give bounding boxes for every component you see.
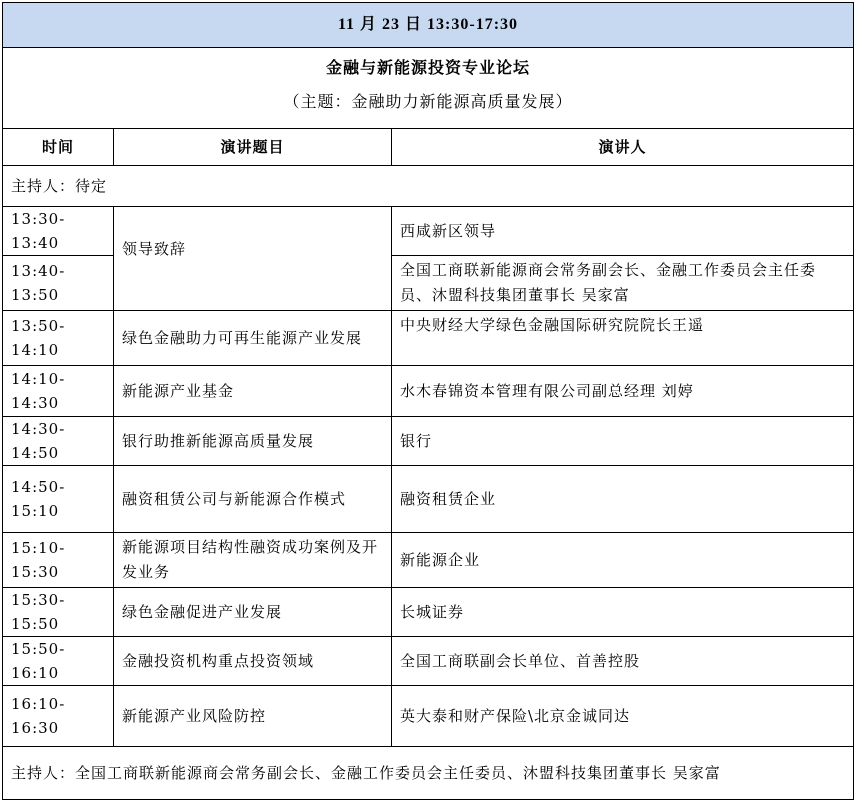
row-speaker: 银行 — [392, 417, 854, 466]
row-topic: 银行助推新能源高质量发展 — [114, 417, 392, 466]
row-speaker: 水木春锦资本管理有限公司副总经理 刘婷 — [392, 366, 854, 417]
row-time: 15:30-15:50 — [3, 588, 114, 637]
row-time: 14:50-15:10 — [3, 466, 114, 533]
column-header-speaker: 演讲人 — [392, 129, 854, 166]
forum-title-block — [3, 48, 854, 129]
row-topic: 新能源项目结构性融资成功案例及开发业务 — [114, 533, 392, 588]
row-topic: 绿色金融促进产业发展 — [114, 588, 392, 637]
host-bottom: 主持人：全国工商联新能源商会常务副会长、金融工作委员会主任委员、沐盟科技集团董事长 吴家富 — [3, 747, 854, 800]
row-speaker: 西咸新区领导 — [392, 207, 854, 256]
row-speaker: 全国工商联新能源商会常务副会长、金融工作委员会主任委员、沐盟科技集团董事长 吴家富 — [392, 256, 854, 311]
agenda-table — [2, 2, 854, 800]
row-speaker: 新能源企业 — [392, 533, 854, 588]
row-time: 14:30-14:50 — [3, 417, 114, 466]
column-header-time: 时间 — [3, 129, 114, 166]
forum-theme: （主题：金融助力新能源高质量发展） — [283, 92, 573, 111]
row-time: 15:10-15:30 — [3, 533, 114, 588]
forum-title: 金融与新能源投资专业论坛 — [325, 58, 530, 77]
host-top: 主持人：待定 — [3, 166, 854, 207]
session-date-time: 11 月 23 日 13:30-17:30 — [3, 3, 854, 48]
row-speaker: 英大泰和财产保险\北京金诚同达 — [392, 686, 854, 747]
row-speaker: 全国工商联副会长单位、首善控股 — [392, 637, 854, 686]
row-topic: 领导致辞 — [114, 207, 392, 311]
row-time: 13:30-13:40 — [3, 207, 114, 256]
row-speaker: 融资租赁企业 — [392, 466, 854, 533]
row-topic: 新能源产业风险防控 — [114, 686, 392, 747]
row-time: 13:50-14:10 — [3, 311, 114, 366]
row-topic: 绿色金融助力可再生能源产业发展 — [114, 311, 392, 366]
row-topic: 新能源产业基金 — [114, 366, 392, 417]
row-speaker: 中央财经大学绿色金融国际研究院院长王遥 — [392, 311, 854, 366]
row-topic: 金融投资机构重点投资领域 — [114, 637, 392, 686]
row-time: 14:10-14:30 — [3, 366, 114, 417]
row-speaker: 长城证券 — [392, 588, 854, 637]
row-time: 15:50-16:10 — [3, 637, 114, 686]
row-topic: 融资租赁公司与新能源合作模式 — [114, 466, 392, 533]
row-time: 16:10-16:30 — [3, 686, 114, 747]
column-header-topic: 演讲题目 — [114, 129, 392, 166]
row-time: 13:40-13:50 — [3, 256, 114, 311]
